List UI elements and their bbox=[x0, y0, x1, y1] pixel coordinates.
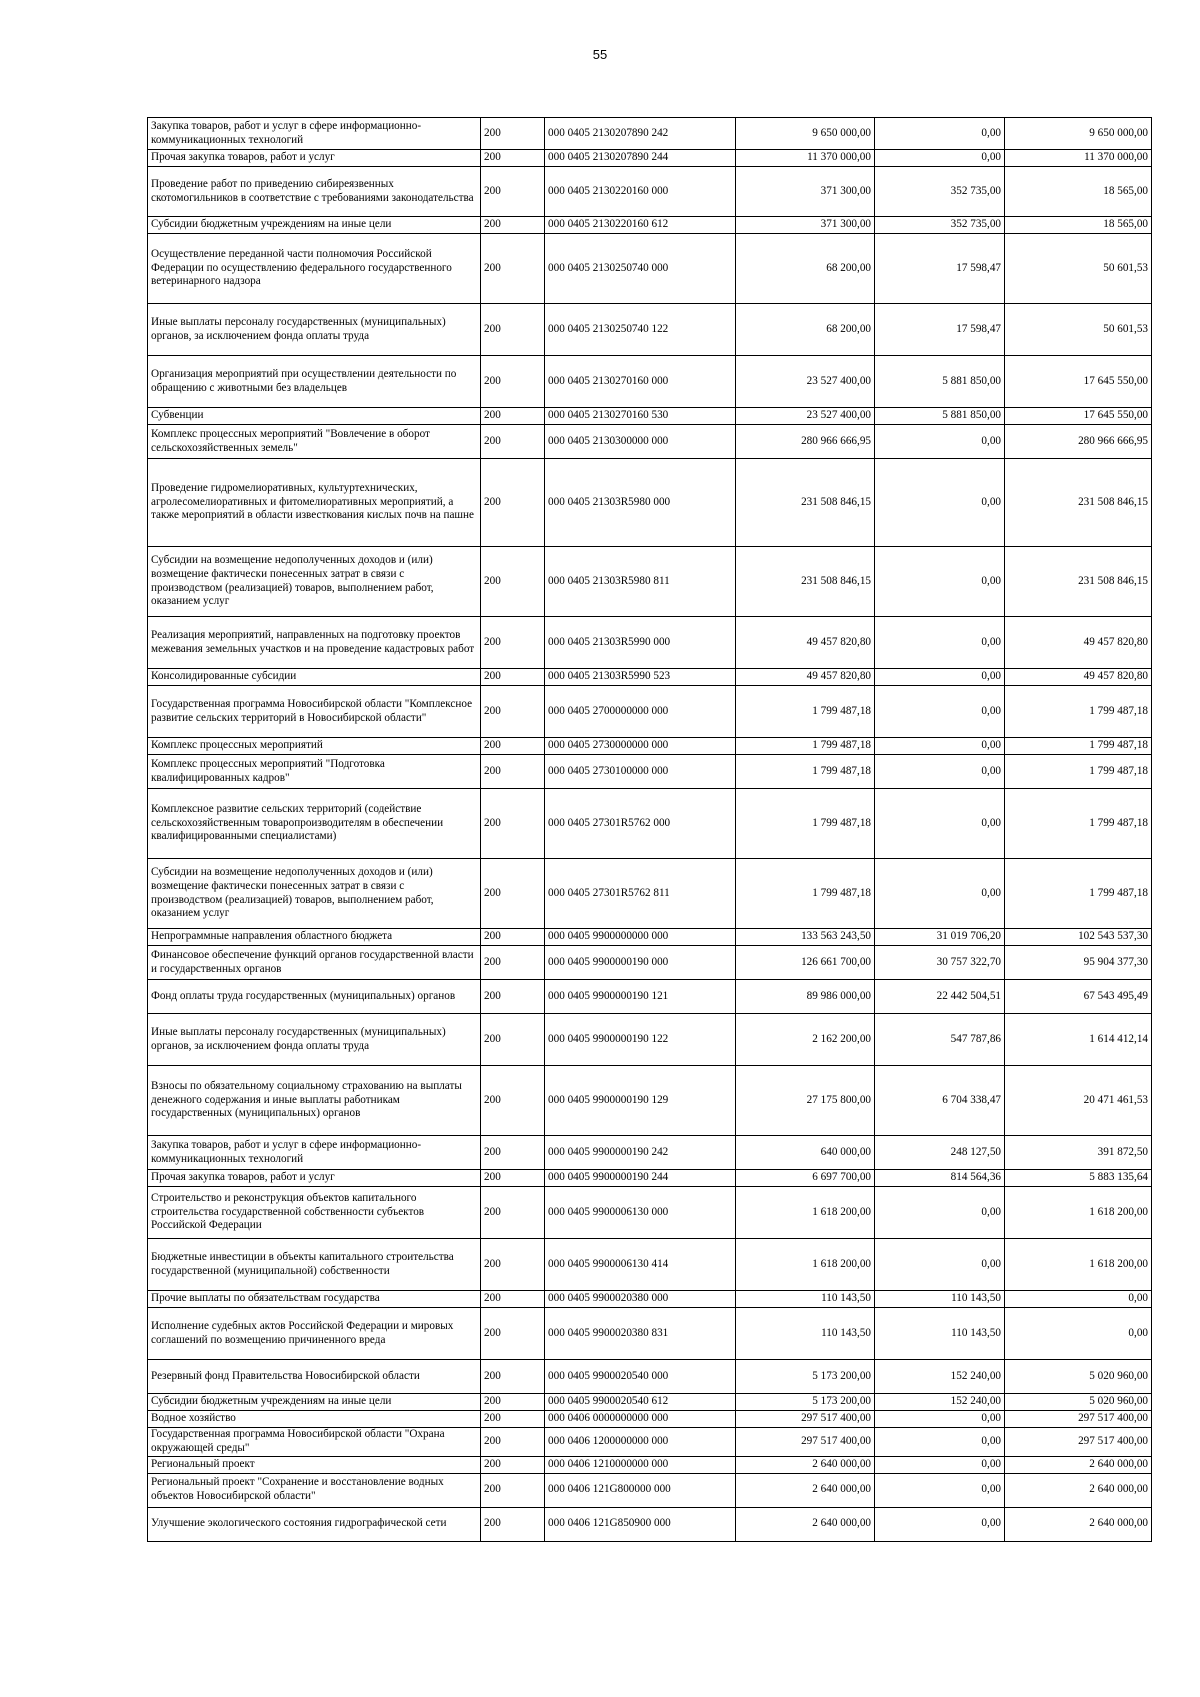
row-budget-code: 000 0405 27301R5762 811 bbox=[545, 859, 736, 929]
row-admin-code: 200 bbox=[481, 789, 545, 859]
row-approved-amount: 297 517 400,00 bbox=[736, 1411, 875, 1428]
row-approved-amount: 23 527 400,00 bbox=[736, 356, 875, 408]
table-row bbox=[148, 1360, 1152, 1394]
row-approved-amount: 89 986 000,00 bbox=[736, 980, 875, 1014]
row-unexecuted-amount: 5 020 960,00 bbox=[1005, 1394, 1152, 1411]
row-admin-code: 200 bbox=[481, 234, 545, 304]
row-unexecuted-amount: 18 565,00 bbox=[1005, 217, 1152, 234]
row-admin-code: 200 bbox=[481, 755, 545, 789]
row-approved-amount: 2 640 000,00 bbox=[736, 1456, 875, 1473]
row-admin-code: 200 bbox=[481, 1308, 545, 1360]
row-unexecuted-amount: 1 618 200,00 bbox=[1005, 1239, 1152, 1291]
row-executed-amount: 547 787,86 bbox=[875, 1014, 1005, 1066]
row-budget-code: 000 0406 0000000000 000 bbox=[545, 1411, 736, 1428]
row-executed-amount: 0,00 bbox=[875, 738, 1005, 755]
row-name: Комплекс процессных мероприятий "Вовлечение в оборот сельскохозяйственных земель" bbox=[148, 425, 481, 459]
row-unexecuted-amount: 1 799 487,18 bbox=[1005, 738, 1152, 755]
row-name: Исполнение судебных актов Российской Федерации и мировых соглашений по возмещению причиненного вреда bbox=[148, 1308, 481, 1360]
row-approved-amount: 9 650 000,00 bbox=[736, 118, 875, 150]
row-unexecuted-amount: 0,00 bbox=[1005, 1291, 1152, 1308]
row-admin-code: 200 bbox=[481, 217, 545, 234]
table-row bbox=[148, 1394, 1152, 1411]
table-row bbox=[148, 1239, 1152, 1291]
row-admin-code: 200 bbox=[481, 1473, 545, 1507]
row-admin-code: 200 bbox=[481, 304, 545, 356]
row-approved-amount: 110 143,50 bbox=[736, 1308, 875, 1360]
row-executed-amount: 0,00 bbox=[875, 686, 1005, 738]
row-budget-code: 000 0405 9900020380 831 bbox=[545, 1308, 736, 1360]
table-row bbox=[148, 1136, 1152, 1170]
row-admin-code: 200 bbox=[481, 1456, 545, 1473]
row-admin-code: 200 bbox=[481, 425, 545, 459]
row-admin-code: 200 bbox=[481, 980, 545, 1014]
row-name: Организация мероприятий при осуществлении деятельности по обращению с животными без владельцев bbox=[148, 356, 481, 408]
row-executed-amount: 17 598,47 bbox=[875, 304, 1005, 356]
table-row bbox=[148, 755, 1152, 789]
row-approved-amount: 23 527 400,00 bbox=[736, 408, 875, 425]
row-executed-amount: 0,00 bbox=[875, 859, 1005, 929]
row-unexecuted-amount: 0,00 bbox=[1005, 1308, 1152, 1360]
row-unexecuted-amount: 49 457 820,80 bbox=[1005, 617, 1152, 669]
row-name: Субвенции bbox=[148, 408, 481, 425]
row-executed-amount: 0,00 bbox=[875, 1187, 1005, 1239]
row-executed-amount: 0,00 bbox=[875, 669, 1005, 686]
row-executed-amount: 352 735,00 bbox=[875, 167, 1005, 217]
row-admin-code: 200 bbox=[481, 150, 545, 167]
row-approved-amount: 297 517 400,00 bbox=[736, 1428, 875, 1457]
table-row bbox=[148, 980, 1152, 1014]
table-row bbox=[148, 1456, 1152, 1473]
table-row bbox=[148, 459, 1152, 547]
row-unexecuted-amount: 5 883 135,64 bbox=[1005, 1170, 1152, 1187]
row-admin-code: 200 bbox=[481, 459, 545, 547]
table-row bbox=[148, 669, 1152, 686]
row-name: Строительство и реконструкция объектов капитального строительства государственной собственности субъектов Российской Федерации bbox=[148, 1187, 481, 1239]
row-unexecuted-amount: 280 966 666,95 bbox=[1005, 425, 1152, 459]
page-number: 55 bbox=[592, 47, 608, 62]
row-budget-code: 000 0405 21303R5990 523 bbox=[545, 669, 736, 686]
row-budget-code: 000 0405 9900020540 000 bbox=[545, 1360, 736, 1394]
row-unexecuted-amount: 5 020 960,00 bbox=[1005, 1360, 1152, 1394]
row-budget-code: 000 0406 1200000000 000 bbox=[545, 1428, 736, 1457]
row-unexecuted-amount: 1 614 412,14 bbox=[1005, 1014, 1152, 1066]
row-approved-amount: 2 640 000,00 bbox=[736, 1507, 875, 1541]
row-name: Непрограммные направления областного бюджета bbox=[148, 929, 481, 946]
row-executed-amount: 0,00 bbox=[875, 1428, 1005, 1457]
row-unexecuted-amount: 11 370 000,00 bbox=[1005, 150, 1152, 167]
table-body bbox=[148, 118, 1152, 1542]
row-name: Консолидированные субсидии bbox=[148, 669, 481, 686]
row-name: Субсидии на возмещение недополученных доходов и (или) возмещение фактически понесенных затрат в связи с производством (реализацией) товаров, выполнением работ, оказанием услуг bbox=[148, 859, 481, 929]
row-name: Проведение работ по приведению сибиреязвенных скотомогильников в соответствие с требованиями законодательства bbox=[148, 167, 481, 217]
row-executed-amount: 248 127,50 bbox=[875, 1136, 1005, 1170]
row-budget-code: 000 0405 9900000190 129 bbox=[545, 1066, 736, 1136]
row-unexecuted-amount: 1 799 487,18 bbox=[1005, 859, 1152, 929]
row-unexecuted-amount: 231 508 846,15 bbox=[1005, 459, 1152, 547]
row-budget-code: 000 0405 2130207890 242 bbox=[545, 118, 736, 150]
row-budget-code: 000 0405 9900000190 000 bbox=[545, 946, 736, 980]
row-approved-amount: 1 799 487,18 bbox=[736, 755, 875, 789]
row-executed-amount: 110 143,50 bbox=[875, 1308, 1005, 1360]
row-executed-amount: 0,00 bbox=[875, 150, 1005, 167]
row-unexecuted-amount: 17 645 550,00 bbox=[1005, 408, 1152, 425]
row-admin-code: 200 bbox=[481, 859, 545, 929]
row-approved-amount: 11 370 000,00 bbox=[736, 150, 875, 167]
row-executed-amount: 0,00 bbox=[875, 118, 1005, 150]
row-name: Субсидии на возмещение недополученных доходов и (или) возмещение фактически понесенных затрат в связи с производством (реализацией) товаров, выполнением работ, оказанием услуг bbox=[148, 547, 481, 617]
row-budget-code: 000 0405 9900000190 121 bbox=[545, 980, 736, 1014]
row-admin-code: 200 bbox=[481, 1360, 545, 1394]
table-row bbox=[148, 1187, 1152, 1239]
row-unexecuted-amount: 1 799 487,18 bbox=[1005, 789, 1152, 859]
row-name: Фонд оплаты труда государственных (муниципальных) органов bbox=[148, 980, 481, 1014]
row-unexecuted-amount: 297 517 400,00 bbox=[1005, 1428, 1152, 1457]
row-unexecuted-amount: 1 799 487,18 bbox=[1005, 755, 1152, 789]
row-executed-amount: 6 704 338,47 bbox=[875, 1066, 1005, 1136]
table-row bbox=[148, 1291, 1152, 1308]
row-budget-code: 000 0405 9900020540 612 bbox=[545, 1394, 736, 1411]
row-name: Резервный фонд Правительства Новосибирской области bbox=[148, 1360, 481, 1394]
row-admin-code: 200 bbox=[481, 1239, 545, 1291]
row-executed-amount: 30 757 322,70 bbox=[875, 946, 1005, 980]
row-admin-code: 200 bbox=[481, 1066, 545, 1136]
row-name: Субсидии бюджетным учреждениям на иные цели bbox=[148, 1394, 481, 1411]
row-name: Прочая закупка товаров, работ и услуг bbox=[148, 1170, 481, 1187]
table-row bbox=[148, 217, 1152, 234]
row-admin-code: 200 bbox=[481, 408, 545, 425]
row-unexecuted-amount: 297 517 400,00 bbox=[1005, 1411, 1152, 1428]
row-unexecuted-amount: 231 508 846,15 bbox=[1005, 547, 1152, 617]
row-admin-code: 200 bbox=[481, 1187, 545, 1239]
row-approved-amount: 1 799 487,18 bbox=[736, 738, 875, 755]
row-budget-code: 000 0405 2130220160 612 bbox=[545, 217, 736, 234]
row-executed-amount: 0,00 bbox=[875, 755, 1005, 789]
row-budget-code: 000 0405 2130300000 000 bbox=[545, 425, 736, 459]
table-row bbox=[148, 1170, 1152, 1187]
row-approved-amount: 231 508 846,15 bbox=[736, 459, 875, 547]
row-budget-code: 000 0405 9900000190 242 bbox=[545, 1136, 736, 1170]
row-name: Финансовое обеспечение функций органов государственной власти и государственных органов bbox=[148, 946, 481, 980]
table-row bbox=[148, 789, 1152, 859]
row-budget-code: 000 0405 9900000000 000 bbox=[545, 929, 736, 946]
row-executed-amount: 0,00 bbox=[875, 547, 1005, 617]
row-unexecuted-amount: 49 457 820,80 bbox=[1005, 669, 1152, 686]
row-budget-code: 000 0405 2130270160 000 bbox=[545, 356, 736, 408]
table-row bbox=[148, 304, 1152, 356]
row-unexecuted-amount: 17 645 550,00 bbox=[1005, 356, 1152, 408]
row-admin-code: 200 bbox=[481, 669, 545, 686]
row-executed-amount: 152 240,00 bbox=[875, 1360, 1005, 1394]
row-unexecuted-amount: 50 601,53 bbox=[1005, 304, 1152, 356]
row-budget-code: 000 0405 9900000190 122 bbox=[545, 1014, 736, 1066]
row-budget-code: 000 0406 1210000000 000 bbox=[545, 1456, 736, 1473]
row-approved-amount: 2 640 000,00 bbox=[736, 1473, 875, 1507]
row-executed-amount: 352 735,00 bbox=[875, 217, 1005, 234]
row-admin-code: 200 bbox=[481, 686, 545, 738]
row-budget-code: 000 0406 121G800000 000 bbox=[545, 1473, 736, 1507]
row-unexecuted-amount: 1 618 200,00 bbox=[1005, 1187, 1152, 1239]
row-unexecuted-amount: 67 543 495,49 bbox=[1005, 980, 1152, 1014]
row-name: Закупка товаров, работ и услуг в сфере информационно-коммуникационных технологий bbox=[148, 118, 481, 150]
row-unexecuted-amount: 95 904 377,30 bbox=[1005, 946, 1152, 980]
table-row bbox=[148, 547, 1152, 617]
row-approved-amount: 1 799 487,18 bbox=[736, 859, 875, 929]
row-name: Региональный проект bbox=[148, 1456, 481, 1473]
row-name: Субсидии бюджетным учреждениям на иные цели bbox=[148, 217, 481, 234]
row-admin-code: 200 bbox=[481, 617, 545, 669]
row-executed-amount: 0,00 bbox=[875, 1239, 1005, 1291]
table-row bbox=[148, 1507, 1152, 1541]
row-admin-code: 200 bbox=[481, 946, 545, 980]
row-budget-code: 000 0405 2130250740 000 bbox=[545, 234, 736, 304]
table-row bbox=[148, 1308, 1152, 1360]
row-executed-amount: 814 564,36 bbox=[875, 1170, 1005, 1187]
row-unexecuted-amount: 50 601,53 bbox=[1005, 234, 1152, 304]
row-budget-code: 000 0405 2130270160 530 bbox=[545, 408, 736, 425]
row-admin-code: 200 bbox=[481, 118, 545, 150]
row-executed-amount: 22 442 504,51 bbox=[875, 980, 1005, 1014]
row-executed-amount: 110 143,50 bbox=[875, 1291, 1005, 1308]
table-row bbox=[148, 1066, 1152, 1136]
row-approved-amount: 126 661 700,00 bbox=[736, 946, 875, 980]
table-row bbox=[148, 617, 1152, 669]
row-approved-amount: 371 300,00 bbox=[736, 167, 875, 217]
row-name: Проведение гидромелиоративных, культуртехнических, агролесомелиоративных и фитомелиоративных мероприятий, а также мероприятий в области известкования кислых почв на пашне bbox=[148, 459, 481, 547]
row-name: Комплексное развитие сельских территорий (содействие сельскохозяйственным товаропроизводителям в обеспечении квалифицированными специалистами) bbox=[148, 789, 481, 859]
row-executed-amount: 0,00 bbox=[875, 459, 1005, 547]
row-budget-code: 000 0405 21303R5980 811 bbox=[545, 547, 736, 617]
row-name: Прочие выплаты по обязательствам государства bbox=[148, 1291, 481, 1308]
row-executed-amount: 0,00 bbox=[875, 789, 1005, 859]
table-row bbox=[148, 118, 1152, 150]
row-budget-code: 000 0405 2700000000 000 bbox=[545, 686, 736, 738]
row-admin-code: 200 bbox=[481, 1411, 545, 1428]
row-unexecuted-amount: 9 650 000,00 bbox=[1005, 118, 1152, 150]
row-admin-code: 200 bbox=[481, 547, 545, 617]
row-admin-code: 200 bbox=[481, 1507, 545, 1541]
row-executed-amount: 0,00 bbox=[875, 1411, 1005, 1428]
table-row bbox=[148, 1014, 1152, 1066]
table-row bbox=[148, 1411, 1152, 1428]
row-executed-amount: 5 881 850,00 bbox=[875, 356, 1005, 408]
row-approved-amount: 1 799 487,18 bbox=[736, 686, 875, 738]
table-row bbox=[148, 234, 1152, 304]
row-budget-code: 000 0405 9900000190 244 bbox=[545, 1170, 736, 1187]
row-executed-amount: 0,00 bbox=[875, 1456, 1005, 1473]
row-name: Взносы по обязательному социальному страхованию на выплаты денежного содержания и иные выплаты работникам государственных (муниципальных) органов bbox=[148, 1066, 481, 1136]
row-admin-code: 200 bbox=[481, 929, 545, 946]
row-approved-amount: 1 799 487,18 bbox=[736, 789, 875, 859]
table-row bbox=[148, 167, 1152, 217]
row-admin-code: 200 bbox=[481, 1394, 545, 1411]
table-row bbox=[148, 1428, 1152, 1457]
row-budget-code: 000 0405 9900006130 000 bbox=[545, 1187, 736, 1239]
row-name: Закупка товаров, работ и услуг в сфере информационно-коммуникационных технологий bbox=[148, 1136, 481, 1170]
table-row bbox=[148, 738, 1152, 755]
row-executed-amount: 31 019 706,20 bbox=[875, 929, 1005, 946]
row-budget-code: 000 0405 9900020380 000 bbox=[545, 1291, 736, 1308]
row-approved-amount: 6 697 700,00 bbox=[736, 1170, 875, 1187]
row-unexecuted-amount: 2 640 000,00 bbox=[1005, 1456, 1152, 1473]
row-budget-code: 000 0405 21303R5980 000 bbox=[545, 459, 736, 547]
row-approved-amount: 2 162 200,00 bbox=[736, 1014, 875, 1066]
row-approved-amount: 280 966 666,95 bbox=[736, 425, 875, 459]
table-row bbox=[148, 859, 1152, 929]
row-admin-code: 200 bbox=[481, 1291, 545, 1308]
row-approved-amount: 640 000,00 bbox=[736, 1136, 875, 1170]
row-name: Комплекс процессных мероприятий "Подготовка квалифицированных кадров" bbox=[148, 755, 481, 789]
row-name: Иные выплаты персоналу государственных (муниципальных) органов, за исключением фонда оплаты труда bbox=[148, 304, 481, 356]
row-unexecuted-amount: 18 565,00 bbox=[1005, 167, 1152, 217]
row-approved-amount: 110 143,50 bbox=[736, 1291, 875, 1308]
row-name: Бюджетные инвестиции в объекты капитального строительства государственной (муниципальной) собственности bbox=[148, 1239, 481, 1291]
row-approved-amount: 231 508 846,15 bbox=[736, 547, 875, 617]
row-approved-amount: 27 175 800,00 bbox=[736, 1066, 875, 1136]
row-admin-code: 200 bbox=[481, 738, 545, 755]
row-approved-amount: 68 200,00 bbox=[736, 234, 875, 304]
row-approved-amount: 1 618 200,00 bbox=[736, 1239, 875, 1291]
row-unexecuted-amount: 391 872,50 bbox=[1005, 1136, 1152, 1170]
row-admin-code: 200 bbox=[481, 1428, 545, 1457]
row-name: Прочая закупка товаров, работ и услуг bbox=[148, 150, 481, 167]
row-name: Иные выплаты персоналу государственных (муниципальных) органов, за исключением фонда оплаты труда bbox=[148, 1014, 481, 1066]
row-budget-code: 000 0405 2130207890 244 bbox=[545, 150, 736, 167]
row-budget-code: 000 0405 2130220160 000 bbox=[545, 167, 736, 217]
row-name: Улучшение экологического состояния гидрографической сети bbox=[148, 1507, 481, 1541]
row-name: Государственная программа Новосибирской области "Охрана окружающей среды" bbox=[148, 1428, 481, 1457]
row-approved-amount: 371 300,00 bbox=[736, 217, 875, 234]
table-row bbox=[148, 686, 1152, 738]
row-executed-amount: 0,00 bbox=[875, 425, 1005, 459]
row-unexecuted-amount: 2 640 000,00 bbox=[1005, 1507, 1152, 1541]
row-budget-code: 000 0405 21303R5990 000 bbox=[545, 617, 736, 669]
row-executed-amount: 0,00 bbox=[875, 617, 1005, 669]
row-approved-amount: 133 563 243,50 bbox=[736, 929, 875, 946]
row-approved-amount: 49 457 820,80 bbox=[736, 617, 875, 669]
row-budget-code: 000 0405 2730100000 000 bbox=[545, 755, 736, 789]
row-admin-code: 200 bbox=[481, 1170, 545, 1187]
row-executed-amount: 17 598,47 bbox=[875, 234, 1005, 304]
row-budget-code: 000 0405 27301R5762 000 bbox=[545, 789, 736, 859]
row-unexecuted-amount: 1 799 487,18 bbox=[1005, 686, 1152, 738]
table-row bbox=[148, 150, 1152, 167]
row-name: Реализация мероприятий, направленных на подготовку проектов межевания земельных участков и на проведение кадастровых работ bbox=[148, 617, 481, 669]
row-name: Водное хозяйство bbox=[148, 1411, 481, 1428]
table-row bbox=[148, 929, 1152, 946]
row-name: Региональный проект "Сохранение и восстановление водных объектов Новосибирской области" bbox=[148, 1473, 481, 1507]
budget-execution-table bbox=[147, 117, 1152, 1542]
row-unexecuted-amount: 2 640 000,00 bbox=[1005, 1473, 1152, 1507]
row-approved-amount: 49 457 820,80 bbox=[736, 669, 875, 686]
table-row bbox=[148, 425, 1152, 459]
table-row bbox=[148, 1473, 1152, 1507]
row-budget-code: 000 0405 2730000000 000 bbox=[545, 738, 736, 755]
table-row bbox=[148, 946, 1152, 980]
row-executed-amount: 152 240,00 bbox=[875, 1394, 1005, 1411]
row-budget-code: 000 0406 121G850900 000 bbox=[545, 1507, 736, 1541]
row-admin-code: 200 bbox=[481, 1014, 545, 1066]
row-approved-amount: 1 618 200,00 bbox=[736, 1187, 875, 1239]
table-row bbox=[148, 356, 1152, 408]
table-row bbox=[148, 408, 1152, 425]
row-unexecuted-amount: 20 471 461,53 bbox=[1005, 1066, 1152, 1136]
row-admin-code: 200 bbox=[481, 1136, 545, 1170]
row-admin-code: 200 bbox=[481, 356, 545, 408]
row-budget-code: 000 0405 9900006130 414 bbox=[545, 1239, 736, 1291]
row-executed-amount: 0,00 bbox=[875, 1507, 1005, 1541]
row-name: Государственная программа Новосибирской области "Комплексное развитие сельских территорий в Новосибирской области" bbox=[148, 686, 481, 738]
row-approved-amount: 5 173 200,00 bbox=[736, 1360, 875, 1394]
row-approved-amount: 5 173 200,00 bbox=[736, 1394, 875, 1411]
row-approved-amount: 68 200,00 bbox=[736, 304, 875, 356]
row-budget-code: 000 0405 2130250740 122 bbox=[545, 304, 736, 356]
row-executed-amount: 5 881 850,00 bbox=[875, 408, 1005, 425]
row-admin-code: 200 bbox=[481, 167, 545, 217]
row-unexecuted-amount: 102 543 537,30 bbox=[1005, 929, 1152, 946]
row-name: Комплекс процессных мероприятий bbox=[148, 738, 481, 755]
row-name: Осуществление переданной части полномочия Российской Федерации по осуществлению федерального государственного ветеринарного надзора bbox=[148, 234, 481, 304]
row-executed-amount: 0,00 bbox=[875, 1473, 1005, 1507]
